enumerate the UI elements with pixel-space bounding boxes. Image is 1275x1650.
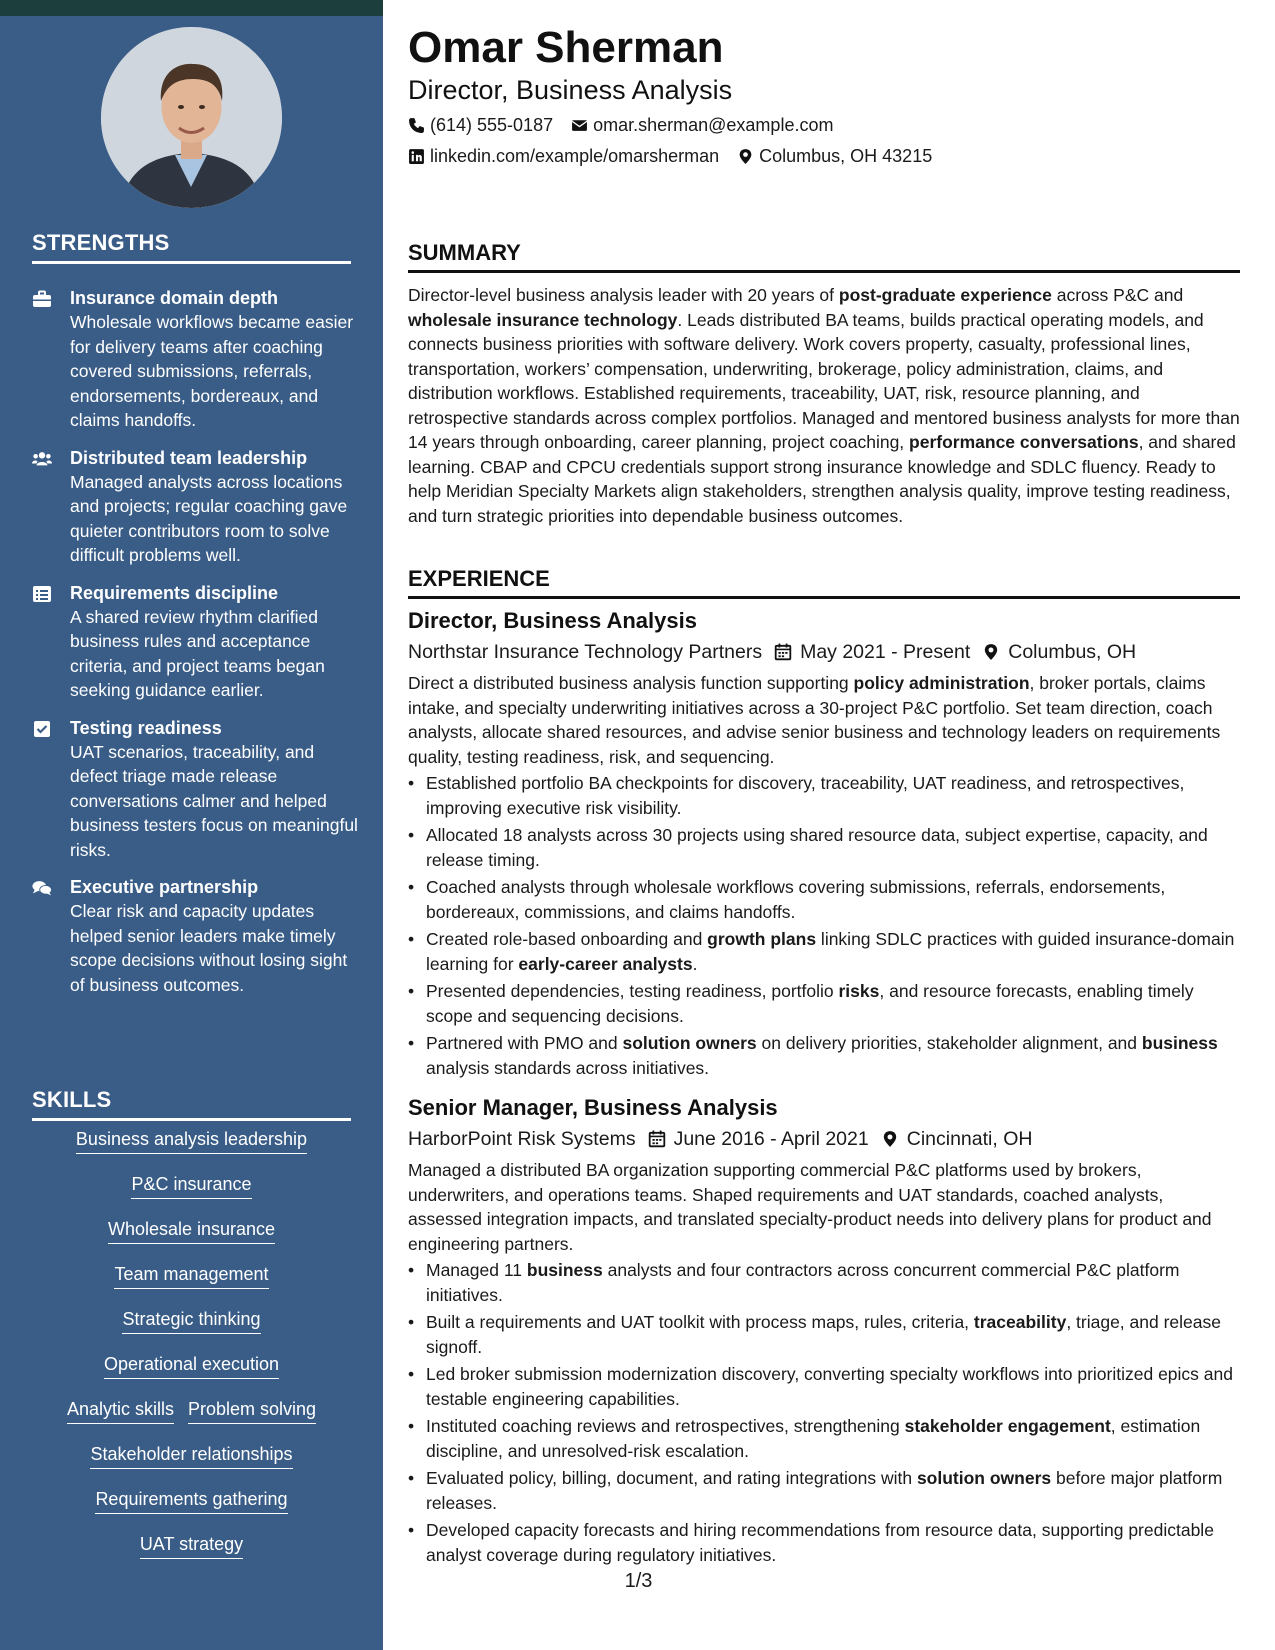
sidebar-top-bar	[0, 0, 383, 16]
sidebar	[0, 0, 383, 1650]
strength-title: Distributed team leadership	[70, 447, 308, 468]
job-dates: June 2016 - April 2021	[648, 1125, 869, 1153]
summary-heading: SUMMARY	[408, 240, 1240, 273]
summary-text: Director-level business analysis leader with 20 years of post-graduate experience across P&C and wholesale insurance technology. Leads distributed BA teams, builds practical operating models, and connects business priorities with software delivery. Work covers property, casualty, professional lines, transportation, workers’ compensation, underwriting, brokerage, policy administration, claims, and distribution workflows. Established requirements, traceability, UAT, risk, resource planning, and retrospective standards across complex portfolios. Managed and mentored business analysts for more than 14 years through onboarding, career planning, project coaching, performance conversations, and shared learning. CBAP and CPCU credentials support strong insurance knowledge and SDLC fluency. Ready to help Meridian Specialty Markets align stakeholders, strengthen analysis quality, improve testing readiness, and turn strategic priorities into dependable business outcomes.	[408, 285, 1240, 526]
bullet-item: • Partnered with PMO and solution owners on delivery priorities, stakeholder alignment, and business analysis standards across initiatives.	[408, 1031, 1240, 1080]
calendar-icon	[648, 1130, 666, 1148]
candidate-name: Omar Sherman	[408, 23, 724, 72]
company-name: Northstar Insurance Technology Partners	[408, 641, 763, 663]
skill-tag: UAT strategy	[140, 1532, 243, 1559]
linkedin-icon	[408, 148, 425, 165]
phone-text: (614) 555-0187	[430, 115, 554, 135]
skill-tag: Problem solving	[188, 1397, 316, 1424]
strength-title: Requirements discipline	[70, 582, 279, 603]
bullet-item: • Allocated 18 analysts across 30 projects using shared resource data, subject expertise, capacity, and release timing.	[408, 823, 1240, 872]
job-entry	[408, 1093, 1240, 1570]
candidate-role: Director, Business Analysis	[408, 75, 733, 105]
bullet-item: • Coached analysts through wholesale workflows covering submissions, referrals, endorsements, bordereaux, commissions, and claims handoffs.	[408, 875, 1240, 924]
job-title: Director, Business Analysis	[408, 608, 697, 633]
strengths-list	[32, 286, 362, 1010]
job-bullets	[408, 771, 1240, 1080]
profile-photo	[101, 27, 282, 208]
strength-title: Executive partnership	[70, 877, 259, 897]
strength-title: Testing readiness	[70, 717, 222, 738]
bullet-item: • Developed capacity forecasts and hiring recommendations from resource data, supporting predictable analyst coverage during regulatory initiatives.	[408, 1518, 1240, 1567]
strength-item	[32, 581, 362, 703]
job-title: Senior Manager, Business Analysis	[408, 1095, 778, 1120]
bullet-item: • Led broker submission modernization discovery, converting specialty workflows into prioritized epics and testable engineering capabilities.	[408, 1362, 1240, 1411]
bullet-item: • Built a requirements and UAT toolkit with process maps, rules, criteria, traceability, triage, and release signoff.	[408, 1310, 1240, 1359]
map-pin-icon	[881, 1130, 899, 1148]
location-text: Columbus, OH 43215	[759, 146, 933, 166]
phone-icon	[408, 117, 425, 134]
skills-heading: SKILLS	[32, 1087, 351, 1121]
job-dates: May 2021 - Present	[774, 638, 970, 666]
users-icon	[32, 446, 70, 568]
chat-icon	[32, 875, 70, 997]
phone-contact	[408, 113, 553, 137]
bullet-item: • Managed 11 business analysts and four contractors across concurrent commercial P&C platform initiatives.	[408, 1258, 1240, 1307]
map-pin-icon	[737, 148, 754, 165]
job-bullets	[408, 1258, 1240, 1567]
experience-heading: EXPERIENCE	[408, 566, 1240, 599]
job-entry	[408, 606, 1240, 1083]
company-name: HarborPoint Risk Systems	[408, 1128, 636, 1150]
email-contact[interactable]	[571, 113, 833, 137]
page-number: 1/3	[624, 1570, 653, 1592]
strength-item	[32, 875, 362, 997]
checkbox-icon	[32, 716, 70, 863]
bullet-item: • Created role-based onboarding and growth plans linking SDLC practices with guided insurance-domain learning for early-career analysts.	[408, 927, 1240, 976]
linkedin-contact[interactable]	[408, 144, 719, 168]
strength-desc: Wholesale workflows became easier for delivery teams after coaching covered submissions, referrals, endorsements, bordereaux, and claims handoffs.	[70, 312, 354, 430]
skill-tag: Requirements gathering	[95, 1487, 287, 1514]
skill-tag: Business analysis leadership	[76, 1127, 307, 1154]
skill-tag: Strategic thinking	[122, 1307, 260, 1334]
list-icon	[32, 581, 70, 703]
skill-tag: P&C insurance	[131, 1172, 251, 1199]
strength-item	[32, 716, 362, 863]
job-meta	[408, 638, 1240, 666]
skill-tag: Analytic skills	[67, 1397, 174, 1424]
briefcase-icon	[32, 286, 70, 433]
email-text[interactable]: omar.sherman@example.com	[593, 115, 834, 135]
strength-desc: UAT scenarios, traceability, and defect triage made release conversations calmer and helped business testers focus on meaningful risks.	[70, 741, 358, 860]
strength-title: Insurance domain depth	[70, 288, 279, 308]
skill-tag: Wholesale insurance	[108, 1217, 275, 1244]
job-location: Columbus, OH	[982, 638, 1136, 666]
strength-item	[32, 286, 362, 433]
calendar-icon	[774, 643, 792, 661]
envelope-icon	[571, 117, 588, 134]
job-description: Direct a distributed business analysis function supporting policy administration, broker portals, claims intake, and specialty underwriting initiatives across a 30-project P&C portfolio. Set team direction, coach analysts, allocate shared resources, and advise senior business and technology leaders on requirements quality, testing readiness, risk, and sequencing.	[408, 673, 1221, 767]
strengths-heading: STRENGTHS	[32, 230, 351, 264]
linkedin-text[interactable]: linkedin.com/example/omarsherman	[430, 146, 720, 166]
strength-desc: Managed analysts across locations and projects; regular coaching gave quieter contributors room to solve difficult problems well.	[70, 471, 348, 565]
bullet-item: • Evaluated policy, billing, document, and rating integrations with solution owners before major platform releases.	[408, 1466, 1240, 1515]
location-contact	[737, 144, 932, 168]
job-description: Managed a distributed BA organization supporting commercial P&C platforms used by brokers, underwriters, and operations teams. Shaped requirements and UAT standards, coached analysts, assessed integration impacts, and translated specialty-product needs into delivery plans for product and engineering partners.	[408, 1160, 1212, 1254]
skill-tag: Stakeholder relationships	[90, 1442, 292, 1469]
skill-tag: Operational execution	[104, 1352, 279, 1379]
contact-row-1	[408, 113, 851, 137]
bullet-item: • Instituted coaching reviews and retrospectives, strengthening stakeholder engagement, estimation discipline, and unresolved-risk escalation.	[408, 1414, 1240, 1463]
bullet-item: • Established portfolio BA checkpoints for discovery, traceability, UAT readiness, and retrospectives, improving executive risk visibility.	[408, 771, 1240, 820]
map-pin-icon	[982, 643, 1000, 661]
job-location: Cincinnati, OH	[881, 1125, 1033, 1153]
job-meta	[408, 1125, 1240, 1153]
contact-row-2	[408, 144, 950, 168]
strength-item	[32, 446, 362, 568]
skill-tag: Team management	[114, 1262, 268, 1289]
strength-desc: Clear risk and capacity updates helped senior leaders make timely scope decisions without losing sight of business outcomes.	[70, 901, 348, 995]
skills-list	[32, 1127, 351, 1577]
strength-desc: A shared review rhythm clarified business rules and acceptance criteria, and project teams began seeking guidance earlier.	[70, 606, 325, 700]
bullet-item: • Presented dependencies, testing readiness, portfolio risks, and resource forecasts, enabling timely scope and sequencing decisions.	[408, 979, 1240, 1028]
